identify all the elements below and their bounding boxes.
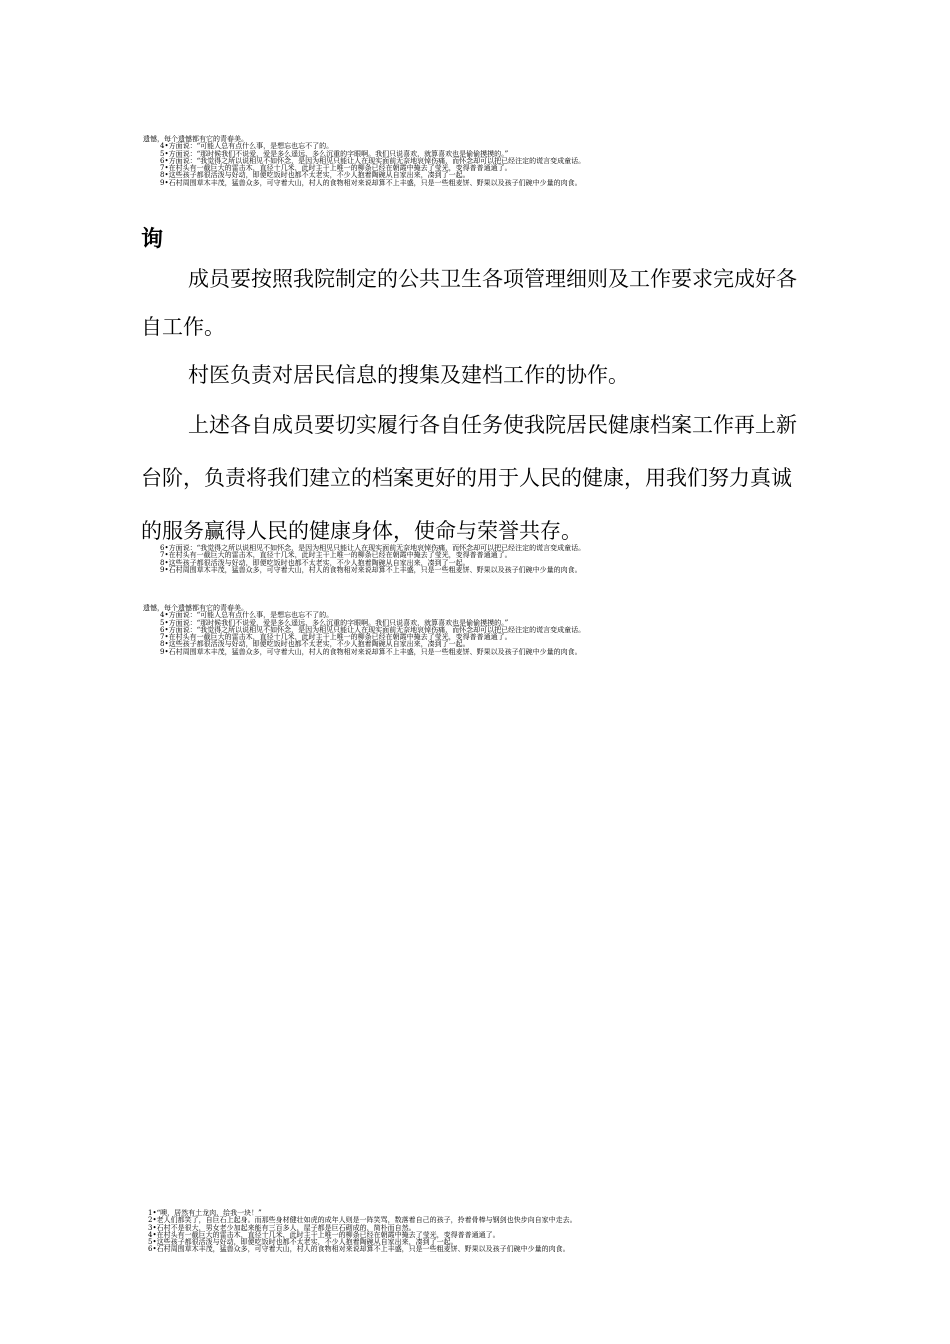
note-line: 4•方面说：“可能人总有点什么事，是想忘也忘不了的。 bbox=[160, 142, 334, 151]
note-line: 8•这些孩子都很活泼与好动，即便吃饭时也都不太老实，不少人抱着陶碗从自家出来，凑到了一起。 bbox=[160, 171, 470, 180]
note-line: 6•方面说：“我觉得之所以说相见不如怀念，是因为相见只能让人在现实面前无奈地哀悼伤痛，而怀念却可以把已经注定的谎言变成童话。 bbox=[160, 625, 586, 634]
paragraph-2 bbox=[141, 351, 809, 399]
note-line: 6•石村周围草木丰茂，猛兽众多，可守着大山，村人的食物相对来说却算不上丰盛，只是一些粗麦饼、野果以及孩子们碗中少量的肉食。 bbox=[148, 1245, 570, 1254]
note-line: 9•石村周围草木丰茂，猛兽众多，可守着大山，村人的食物相对来说却算不上丰盛，只是一些粗麦饼、野果以及孩子们碗中少量的肉食。 bbox=[160, 565, 582, 574]
note-line: 7•在村头有一截巨大的雷击木，直径十几米，此时主干上唯一的柳条已经在朝霞中掩去了莹光，变得普普通通了。 bbox=[160, 551, 512, 560]
paragraph-3 bbox=[141, 399, 809, 558]
bottom-note-block bbox=[0, 1210, 950, 1254]
note-line: 遗憾，每个遗憾都有它的青春美。 bbox=[143, 604, 248, 612]
note-line: 8•这些孩子都很活泼与好动，即便吃饭时也都不太老实，不少人抱着陶碗从自家出来，凑到了一起。 bbox=[160, 640, 470, 649]
note-line: 5•方面说：“那时候我们不说爱，爱是多么遥远、多么沉重的字眼啊。我们只说喜欢，就算喜欢也是偷偷摸摸的。” bbox=[160, 149, 509, 158]
paragraph-line: 的服务赢得人民的健康身体，使命与荣誉共存。 bbox=[141, 519, 582, 543]
note-line: 5•这些孩子都很活泼与好动，即便吃饭时也都不太老实，不少人抱着陶碗从自家出来，凑到了一起。 bbox=[148, 1238, 458, 1247]
note-line: 6•方面说：“我觉得之所以说相见不如怀念，是因为相见只能让人在现实面前无奈地哀悼伤痛，而怀念却可以把已经注定的谎言变成童话。 bbox=[160, 544, 586, 552]
paragraph-line: 自工作。 bbox=[141, 315, 225, 339]
note-line: 5•方面说：“那时候我们不说爱，爱是多么遥远、多么沉重的字眼啊。我们只说喜欢，就算喜欢也是偷偷摸摸的。” bbox=[160, 618, 509, 627]
paragraph-line: 台阶，负责将我们建立的档案更好的用于人民的健康，用我们努力真诚 bbox=[141, 466, 792, 490]
note-line: 4•在村头有一截巨大的雷击木，直径十几米，此时主干上唯一的柳条已经在朝霞中掩去了莹光，变得普普通通了。 bbox=[148, 1230, 500, 1239]
main-body bbox=[141, 255, 809, 558]
note-line: 2•老人们都笑了，自巨石上起身。而那些身材健壮如虎的成年人则是一阵笑骂，数落着自己的孩子，拎着骨棒与钢剑也快步向自家中走去。 bbox=[148, 1216, 577, 1225]
paragraph-line: 上述各自成员要切实履行各自任务使我院居民健康档案工作再上新 bbox=[188, 413, 797, 437]
note-line: 6•方面说：“我觉得之所以说相见不如怀念，是因为相见只能让人在现实面前无奈地哀悼伤痛，而怀念却可以把已经注定的谎言变成童话。 bbox=[160, 156, 586, 165]
note-line: 1•“噢，居然有土龙肉，给我一块！” bbox=[148, 1209, 262, 1217]
note-line: 遗憾，每个遗憾都有它的青春美。 bbox=[143, 135, 248, 143]
paragraph-1 bbox=[141, 255, 809, 351]
note-line: 4•方面说：“可能人总有点什么事，是想忘也忘不了的。 bbox=[160, 611, 334, 620]
second-note-block bbox=[0, 605, 950, 656]
note-line: 3•石村不是很大，男女老少加起来能有三百多人，屋子都是巨石砌成的，简朴而自然。 bbox=[148, 1223, 416, 1232]
note-line: 7•在村头有一截巨大的雷击木，直径十几米，此时主干上唯一的柳条已经在朝霞中掩去了莹光，变得普普通通了。 bbox=[160, 633, 512, 642]
note-line: 9•石村周围草木丰茂，猛兽众多，可守着大山，村人的食物相对来说却算不上丰盛，只是一些粗麦饼、野果以及孩子们碗中少量的肉食。 bbox=[160, 178, 582, 187]
section-heading: 询 bbox=[141, 226, 164, 252]
note-line: 9•石村周围草木丰茂，猛兽众多，可守着大山，村人的食物相对来说却算不上丰盛，只是一些粗麦饼、野果以及孩子们碗中少量的肉食。 bbox=[160, 647, 582, 656]
mid-note-block bbox=[0, 545, 950, 574]
paragraph-line: 成员要按照我院制定的公共卫生各项管理细则及工作要求完成好各 bbox=[188, 267, 797, 291]
paragraph-line: 村医负责对居民信息的搜集及建档工作的协作。 bbox=[188, 363, 629, 387]
note-line: 7•在村头有一截巨大的雷击木，直径十几米，此时主干上唯一的柳条已经在朝霞中掩去了莹光，变得普普通通了。 bbox=[160, 164, 512, 173]
top-note-block bbox=[0, 136, 950, 187]
note-line: 8•这些孩子都很活泼与好动，即便吃饭时也都不太老实，不少人抱着陶碗从自家出来，凑到了一起。 bbox=[160, 558, 470, 567]
